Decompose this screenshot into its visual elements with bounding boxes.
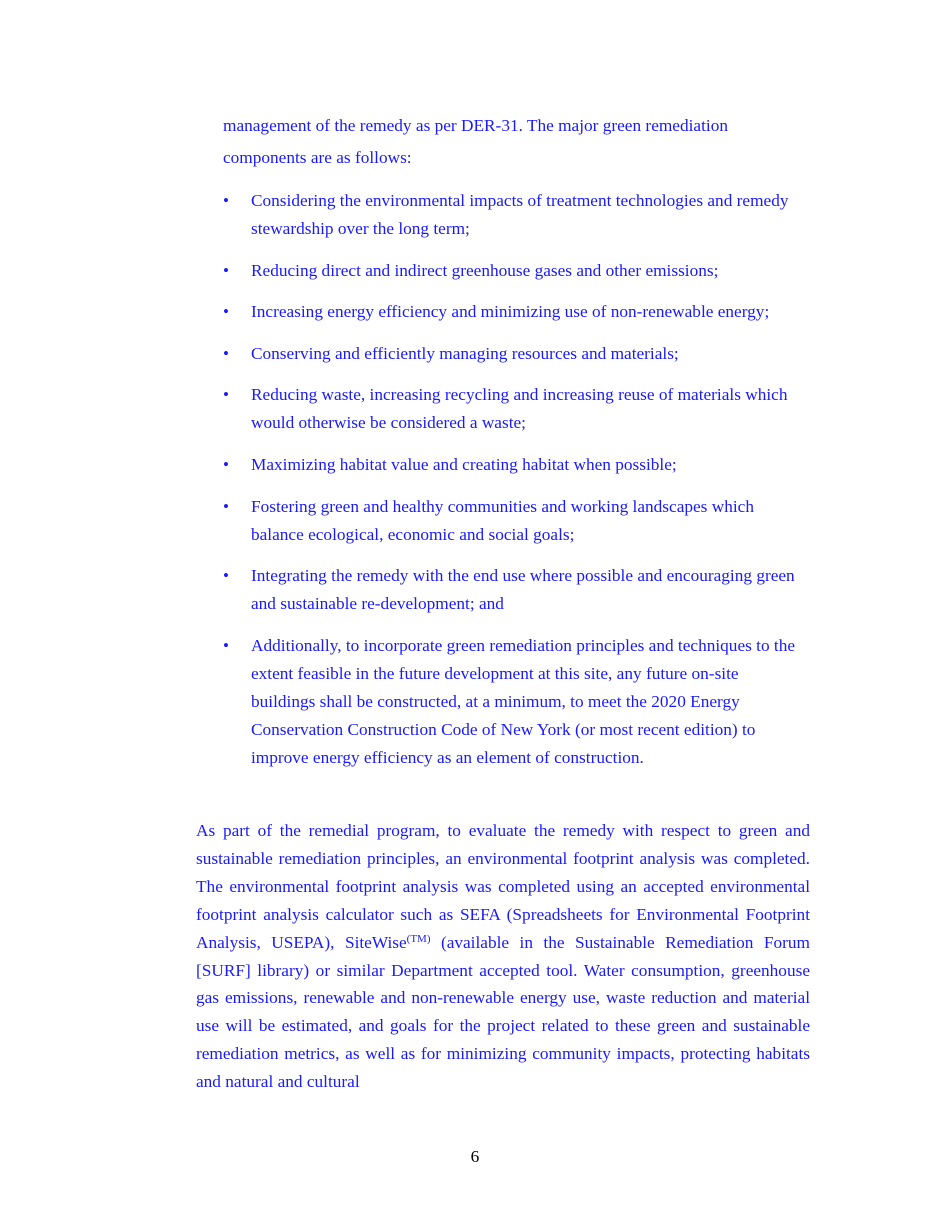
list-item-text: Considering the environmental impacts of treatment technologies and remedy stewardship over the long term;	[251, 191, 789, 238]
intro-text: management of the remedy as per DER-31. The major green remediation components are as follows:	[223, 116, 728, 167]
bullet-icon: •	[223, 454, 229, 474]
list-item-text: Reducing waste, increasing recycling and increasing reuse of materials which would otherwise be considered a waste;	[251, 385, 788, 433]
paragraph-text-part2: (available in the Sustainable Remediation Forum [SURF] library) or similar Department accepted tool. Water consumption, greenhouse gas emissions, renewable and non-renewable energy use, waste reduction and material use will be estimated, and goals for the project related to these green and sustainable remediation metrics, as well as for minimizing community impacts, protecting habitats and natural and cultural	[196, 932, 810, 1092]
bullet-icon: •	[223, 302, 229, 322]
list-item-text: Maximizing habitat value and creating habitat when possible;	[251, 454, 677, 474]
bullet-icon: •	[223, 635, 229, 655]
list-item	[223, 340, 798, 368]
paragraph-text-part1: As part of the remedial program, to evaluate the remedy with respect to green and sustainable remediation principles, an environmental footprint analysis was completed. The environmental footprint analysis was completed using an accepted environmental footprint analysis calculator such as SEFA (Spreadsheets for Environmental Footprint Analysis, USEPA), SiteWise	[196, 821, 810, 952]
list-item-text: Integrating the remedy with the end use where possible and encouraging green and sustainable re-development; and	[251, 566, 795, 614]
bullet-icon: •	[223, 343, 229, 363]
list-item	[223, 451, 798, 479]
bullet-icon: •	[223, 385, 229, 405]
bullet-icon: •	[223, 191, 229, 210]
list-item-text: Conserving and efficiently managing resources and materials;	[251, 343, 679, 363]
list-item	[223, 632, 798, 772]
list-item	[223, 493, 798, 549]
list-item	[223, 257, 798, 285]
list-item-text: Reducing direct and indirect greenhouse gases and other emissions;	[251, 260, 719, 280]
bullet-icon: •	[223, 496, 229, 516]
list-item	[223, 381, 798, 437]
list-item	[223, 187, 798, 243]
list-item	[223, 298, 798, 326]
bullet-icon: •	[223, 260, 229, 280]
green-remediation-list	[223, 187, 798, 785]
footprint-analysis-paragraph	[196, 817, 810, 1096]
list-item-text: Fostering green and healthy communities and working landscapes which balance ecological, economic and social goals;	[251, 496, 754, 544]
page-number: 6	[470, 1147, 480, 1166]
list-item	[223, 562, 798, 618]
list-item-text: Increasing energy efficiency and minimizing use of non-renewable energy;	[251, 302, 770, 322]
list-item-text: Additionally, to incorporate green remediation principles and techniques to the extent feasible in the future development at this site, any future on-site buildings shall be constructed, at a minimum, to meet the 2020 Energy Conservation Construction Code of New York (or most recent edition) to improve energy efficiency as an element of construction.	[251, 635, 796, 767]
trademark-superscript: (TM)	[406, 932, 431, 945]
bullet-icon: •	[223, 566, 229, 586]
